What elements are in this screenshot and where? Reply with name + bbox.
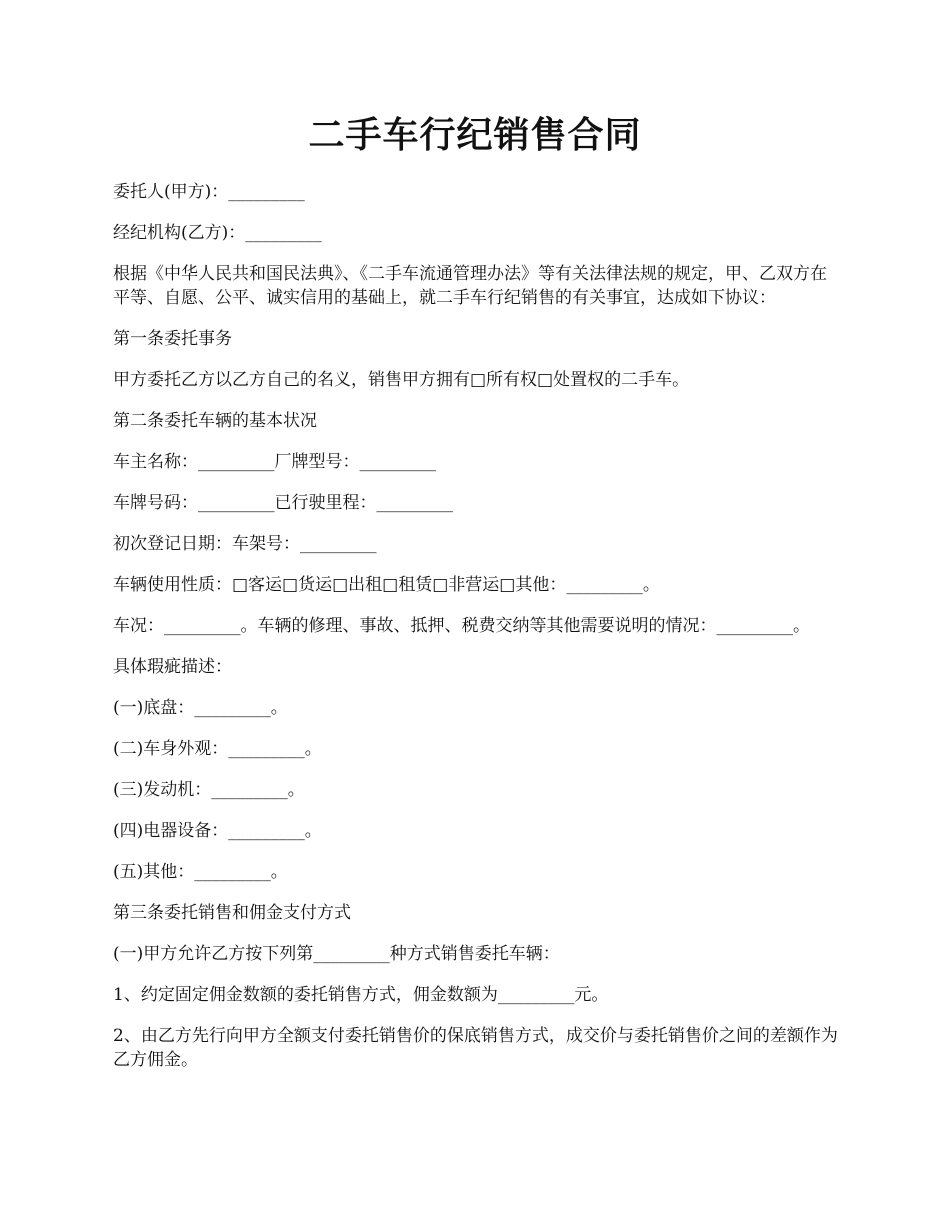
usage-type-line: 车辆使用性质：□客运□货运□出租□租赁□非营运□其他：_________。 xyxy=(113,575,660,595)
plate-and-mileage-line: 车牌号码：_________已行驶里程：_________ xyxy=(113,493,453,513)
document-body xyxy=(113,180,841,1089)
defect-other: (五)其他：_________。 xyxy=(113,862,288,882)
paragraph-agency: 经纪机构(乙方)：_________ xyxy=(113,223,322,243)
article-3-heading: 第三条委托销售和佣金支付方式 xyxy=(113,903,351,923)
sales-method-line: (一)甲方允许乙方按下列第_________种方式销售委托车辆： xyxy=(113,944,560,964)
document-title: 二手车行纪销售合同 xyxy=(308,115,642,156)
defect-body-exterior: (二)车身外观：_________。 xyxy=(113,739,322,759)
defect-description-heading: 具体瑕疵描述： xyxy=(113,657,232,677)
defect-electrical: (四)电器设备：_________。 xyxy=(113,821,322,841)
article-1-text: 甲方委托乙方以乙方自己的名义，销售甲方拥有□所有权□处置权的二手车。 xyxy=(113,370,690,390)
vehicle-condition-line: 车况：_________。车辆的修理、事故、抵押、税费交纳等其他需要说明的情况：_________。 xyxy=(113,616,810,636)
registration-and-vin-line: 初次登记日期：车架号：_________ xyxy=(113,534,377,554)
paragraph-principal: 委托人(甲方)：_________ xyxy=(113,182,305,202)
defect-chassis: (一)底盘：_________。 xyxy=(113,698,288,718)
defect-engine: (三)发动机：_________。 xyxy=(113,780,305,800)
article-1-heading: 第一条委托事务 xyxy=(113,329,232,349)
method-1-fixed-commission: 1、约定固定佣金数额的委托销售方式，佣金数额为_________元。 xyxy=(113,985,609,1005)
owner-and-model-line: 车主名称：_________厂牌型号：_________ xyxy=(113,452,436,472)
article-2-heading: 第二条委托车辆的基本状况 xyxy=(113,411,317,431)
method-2-guaranteed-sale: 2、由乙方先行向甲方全额支付委托销售价的保底销售方式，成交价与委托销售价之间的差额作为乙方佣金。 xyxy=(113,1026,838,1070)
paragraph-preamble: 根据《中华人民共和国民法典》、《二手车流通管理办法》等有关法律法规的规定，甲、乙双方在平等、自愿、公平、诚实信用的基础上，就二手车行纪销售的有关事宜，达成如下协议： xyxy=(113,264,827,308)
